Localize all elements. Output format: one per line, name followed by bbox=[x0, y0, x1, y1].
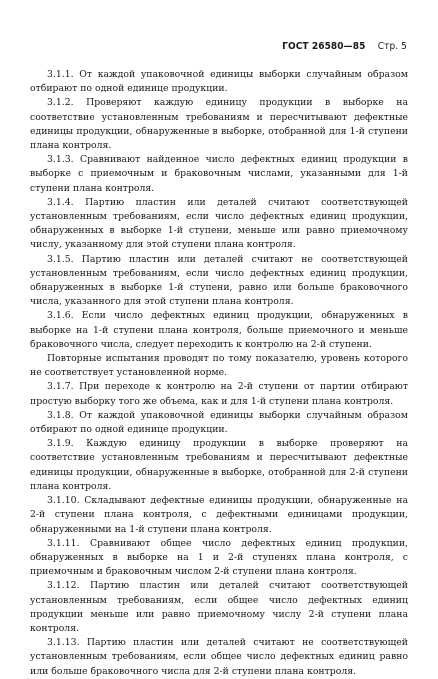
paragraph-3-1-12: 3.1.12. Партию пластин или деталей считают соответствующей установленным требованиям, если общее число дефектных единиц продукции меньше или равно приемочному числу 2-й ступени плана контроля. bbox=[30, 580, 408, 634]
paragraph-3-1-4: 3.1.4. Партию пластин или деталей считают соответствующей установленным требованиям, если число дефектных единиц продукции, обнаруженных в выборке 1-й ступени, меньше или равно приемочному числу, указанному для этой ступени плана контроля. bbox=[30, 196, 408, 251]
paragraph-3-1-2: 3.1.2. Проверяют каждую единицу продукции в выборке на соответствие установленным требованиям и пересчитывают дефектные единицы продукции, обнаруженные в выборке, отобранной для 1-й ступени плана контроля. bbox=[30, 97, 408, 152]
document-body bbox=[30, 68, 408, 679]
paragraph-3-1-1: 3.1.1. От каждой упаковочной единицы выборки случайным образом отбирают по одной единице продукции. bbox=[30, 69, 408, 95]
standard-number: ГОСТ 26580—85 bbox=[282, 41, 366, 52]
paragraph-3-1-11: 3.1.11. Сравнивают общее число дефектных единиц продукции, обнаруженных в выборке на 1 и 2-й ступенях плана контроля, с приемочным и браковочным числом 2-й ступени плана контроля. bbox=[30, 537, 408, 578]
paragraph-repeat-tests: Повторные испытания проводят по тому показателю, уровень которого не соответствует установленной норме. bbox=[30, 353, 408, 379]
page-number: Стр. 5 bbox=[377, 41, 407, 52]
paragraph-3-1-3: 3.1.3. Сравнивают найденное число дефектных единиц продукции в выборке с приемочным и браковочным числами, указанными для 1-й ступени плана контроля. bbox=[30, 154, 408, 194]
paragraph-3-1-13: 3.1.13. Партию пластин или деталей считают не соответствующей установленным требованиям, если общее число дефектных единиц равно или больше браковочного числа для 2-й ступени плана контроля. bbox=[30, 637, 408, 677]
paragraph-3-1-10: 3.1.10. Складывают дефектные единицы продукции, обнаруженные на 2-й ступени плана контроля, с дефектными единицами продукции, обнаруженными на 1-й ступени плана контроля. bbox=[30, 495, 408, 535]
paragraph-3-1-5: 3.1.5. Партию пластин или деталей считают не соответствующей установленным требованиям, если число дефектных единиц продукции, обнаруженных в выборке 1-й ступени, равно или больше браковочного числа, указанного для этой ступени плана контроля. bbox=[30, 253, 408, 308]
paragraph-3-1-8: 3.1.8. От каждой упаковочной единицы выборки случайным образом отбирают по одной единице продукции. bbox=[30, 409, 408, 436]
paragraph-3-1-7: 3.1.7. При переходе к контролю на 2-й ступени от партии отбирают простую выборку того же объема, как и для 1-й ступени плана контроля. bbox=[30, 381, 408, 407]
paragraph-3-1-9: 3.1.9. Каждую единицу продукции в выборке проверяют на соответствие установленным требованиям и пересчитывают дефектные единицы продукции, обнаруженные в выборке, отобранной для 2-й ступени плана контроля. bbox=[30, 438, 408, 492]
paragraph-3-1-6: 3.1.6. Если число дефектных единиц продукции, обнаруженных в выборке на 1-й ступени плана контроля, больше приемочного и меньше браковочного числа, следует переходить к контролю на 2-й ступени. bbox=[30, 310, 408, 350]
page-header bbox=[282, 41, 407, 52]
